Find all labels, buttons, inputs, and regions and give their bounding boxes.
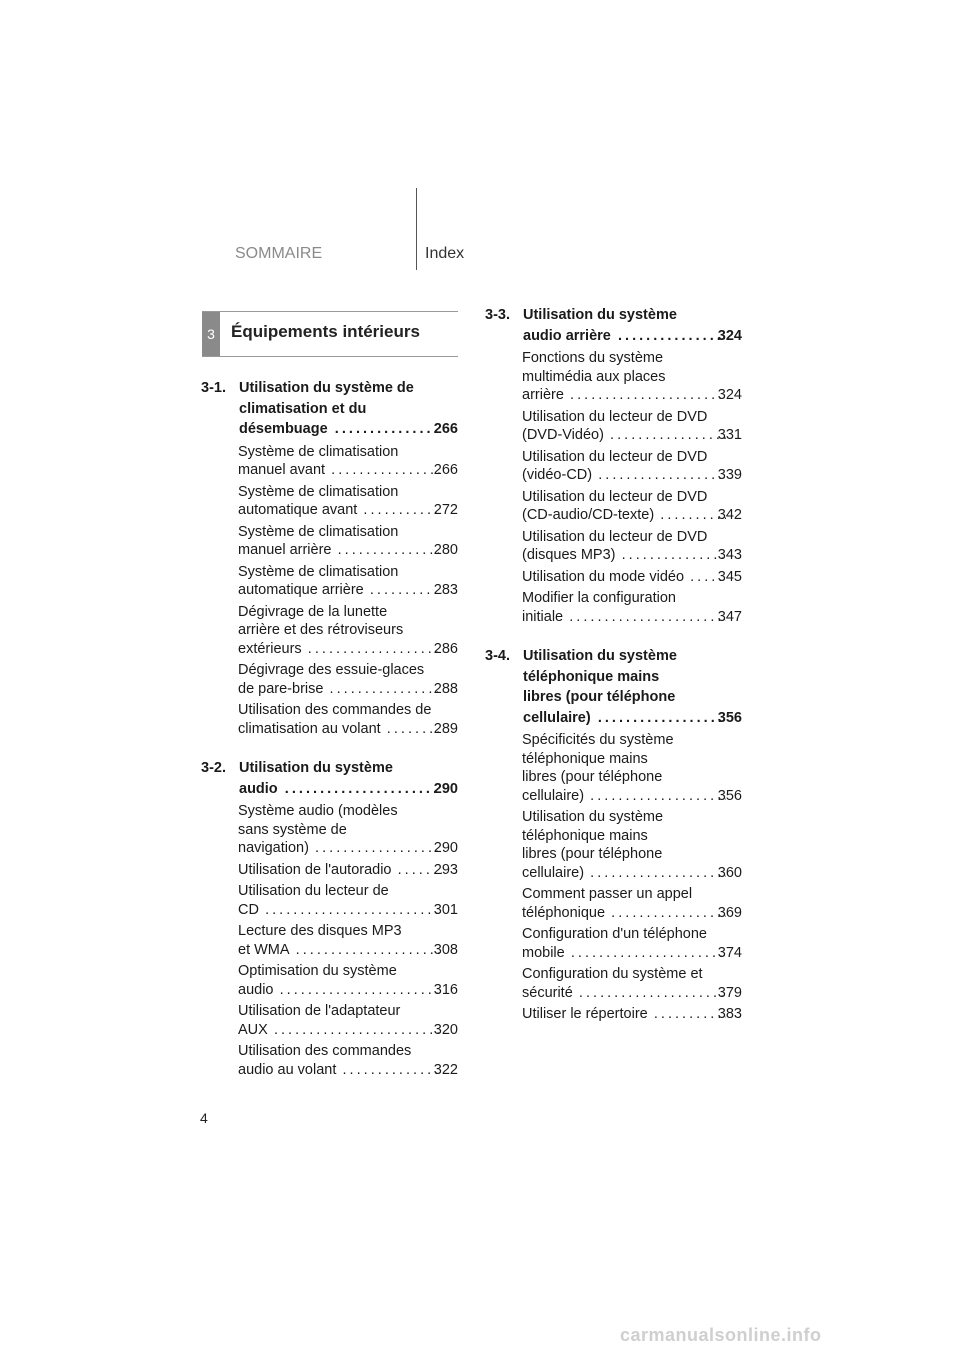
toc-line (238, 640, 458, 659)
page-ref: 369 (717, 904, 742, 921)
entry-title (238, 483, 458, 520)
group-number: 3-4. (485, 648, 510, 664)
toc-line (238, 941, 458, 960)
entry-title-last-line: Utilisation du mode vidéo (522, 568, 685, 585)
entry-title-line: téléphonique mains (522, 750, 648, 767)
entry-title-line: Lecture des disques MP3 (238, 923, 402, 939)
page-ref: 320 (433, 1021, 458, 1038)
entry-title-line: Configuration du système et (522, 966, 703, 982)
dot-leader (360, 501, 441, 520)
toc-line (238, 839, 458, 858)
dot-leader (567, 386, 726, 405)
entry-title-line: Système de climatisation (238, 523, 399, 540)
group-heading[interactable] (485, 305, 742, 346)
group-number: 3-2. (201, 760, 226, 776)
entry-title (238, 523, 458, 560)
entry-title-last-line: cellulaire) (522, 787, 585, 804)
entry-title-last-line: de pare-brise (238, 680, 324, 697)
entry-title-last-line: Utiliser le répertoire (522, 1006, 648, 1022)
page-ref: 322 (433, 1061, 458, 1078)
group-number: 3-3. (485, 307, 510, 323)
toc-entry[interactable] (201, 483, 458, 520)
toc-line (238, 861, 458, 880)
dot-leader (587, 787, 726, 806)
group-title-line: Utilisation du système (239, 760, 393, 776)
toc-line (523, 326, 742, 347)
entry-title-last-line: cellulaire) (523, 709, 591, 726)
entry-title-line: Utilisation du lecteur de DVD (522, 528, 708, 545)
toc-entry[interactable] (201, 962, 458, 999)
entry-title-last-line: CD (238, 901, 259, 918)
entry-title-line: arrière et des rétroviseurs (238, 622, 404, 638)
entry-title-last-line: audio (238, 981, 274, 998)
page-ref: 356 (717, 709, 742, 726)
entry-title-line: Dégivrage de la lunette (238, 603, 388, 620)
index-link[interactable]: Index (425, 245, 465, 262)
entry-title-last-line: (vidéo-CD) (522, 467, 593, 483)
watermark: carmanualsonline.info (620, 1325, 822, 1345)
page-ref: 343 (717, 547, 742, 563)
toc-line (522, 787, 742, 806)
toc-line (238, 581, 458, 600)
toc-entry[interactable] (485, 731, 742, 805)
toc-line (238, 1061, 458, 1080)
page-ref: 272 (433, 502, 458, 518)
entry-title (238, 882, 458, 919)
dot-leader (594, 708, 725, 729)
entry-title (238, 962, 458, 999)
entry-title-last-line: sécurité (522, 984, 573, 1001)
toc-line (238, 501, 458, 520)
entry-title-last-line: et WMA (238, 941, 290, 958)
entry-title-last-line: cellulaire) (522, 864, 585, 881)
entry-title-line: Utilisation du lecteur de (238, 883, 389, 899)
toc-entry[interactable] (485, 885, 742, 922)
toc-entry[interactable] (485, 568, 742, 587)
entry-title-line: Système de climatisation (238, 443, 399, 460)
group-title-line: climatisation et du (239, 400, 367, 417)
entry-title-last-line: AUX (238, 1021, 268, 1038)
dot-leader (339, 1061, 441, 1080)
toc-entry[interactable] (485, 349, 742, 405)
page-ref: 293 (433, 861, 458, 878)
toc-line (239, 419, 458, 440)
dot-leader (657, 506, 726, 525)
dot-leader (608, 904, 726, 923)
toc-line (238, 901, 458, 920)
sommaire-link[interactable]: SOMMAIRE (235, 245, 323, 262)
entry-title (522, 589, 742, 626)
toc-line (522, 568, 742, 587)
entry-title-last-line: manuel arrière (238, 542, 332, 558)
entry-title (522, 408, 742, 445)
entry-title-line: Système de climatisation (238, 483, 399, 500)
entry-title-last-line: (DVD-Vidéo) (522, 427, 604, 443)
entry-title-line: multimédia aux places (522, 368, 666, 385)
entry-title (238, 802, 458, 858)
group-heading[interactable] (201, 758, 458, 799)
page-ref: 345 (717, 568, 742, 585)
entry-title-line: Comment passer un appel (522, 886, 693, 902)
page-ref: 316 (433, 981, 458, 998)
entry-title-line: Utilisation du lecteur de DVD (522, 408, 708, 425)
toc-column-left (201, 378, 458, 1099)
entry-title-last-line: automatique avant (238, 502, 358, 518)
page-ref: 266 (433, 421, 458, 437)
page-ref: 347 (717, 608, 742, 625)
entry-title-last-line: (disques MP3) (522, 547, 616, 563)
toc-entry[interactable] (485, 448, 742, 485)
entry-title-line: sans système de (238, 821, 347, 838)
entry-title-last-line: audio au volant (238, 1061, 337, 1078)
dot-leader (568, 944, 726, 963)
section-number-box: 3 (202, 312, 220, 356)
dot-leader (335, 541, 442, 560)
entry-title-last-line: automatique arrière (238, 582, 364, 598)
page-ref: 356 (717, 787, 742, 804)
entry-title-last-line: Utilisation de l'autoradio (238, 861, 392, 878)
toc-line (522, 944, 742, 963)
entry-title (238, 1042, 458, 1079)
entry-title-line: Utilisation des commandes de (238, 702, 432, 718)
toc-entry[interactable] (201, 661, 458, 698)
toc-entry[interactable] (201, 1042, 458, 1079)
toc-line (239, 779, 458, 800)
entry-title-line: Utilisation de l'adaptateur (238, 1003, 401, 1019)
toc-entry[interactable] (485, 408, 742, 445)
toc-group (485, 305, 742, 626)
entry-title (522, 448, 742, 485)
entry-title (522, 568, 742, 587)
page-ref: 374 (717, 944, 742, 961)
entry-title-last-line: arrière (522, 387, 564, 403)
page-ref: 266 (433, 462, 458, 478)
entry-title-line: Utilisation du lecteur de DVD (522, 448, 708, 465)
page-ref: 324 (717, 327, 742, 344)
page-ref: 280 (433, 542, 458, 558)
page-ref: 288 (433, 680, 458, 697)
dot-leader (326, 680, 441, 699)
page-number: 4 (200, 1110, 208, 1126)
dot-leader (305, 640, 442, 659)
page-ref: 308 (433, 941, 458, 958)
page-ref: 360 (717, 864, 742, 881)
toc-entry[interactable] (201, 701, 458, 738)
toc-line (522, 608, 742, 627)
entry-title-last-line: téléphonique (522, 904, 606, 921)
toc-line (522, 864, 742, 883)
entry-title (238, 661, 458, 698)
entry-title-last-line: initiale (522, 608, 564, 625)
group-title (239, 758, 458, 799)
toc-entry[interactable] (485, 925, 742, 962)
entry-title (522, 965, 742, 1002)
toc-line (522, 386, 742, 405)
page-ref: 324 (717, 387, 742, 403)
toc-line (523, 708, 742, 729)
entry-title-last-line: (CD-audio/CD-texte) (522, 507, 655, 523)
toc-entry[interactable] (201, 861, 458, 880)
toc-entry[interactable] (201, 882, 458, 919)
toc-entry[interactable] (201, 922, 458, 959)
dot-leader (281, 779, 441, 800)
entry-title-last-line: climatisation au volant (238, 720, 381, 737)
group-title-line: Utilisation du système (523, 648, 677, 664)
dot-leader (587, 864, 726, 883)
toc-entry[interactable] (201, 563, 458, 600)
toc-line (238, 541, 458, 560)
entry-title-line: téléphonique mains (522, 827, 648, 844)
entry-title-line: Utilisation du système (522, 809, 664, 825)
entry-title-line: Fonctions du système (522, 350, 664, 366)
toc-entry[interactable] (485, 965, 742, 1002)
dot-leader (293, 941, 442, 960)
toc-entry[interactable] (201, 1002, 458, 1039)
entry-title (522, 885, 742, 922)
dot-leader (618, 546, 725, 565)
entry-title-last-line: manuel avant (238, 462, 326, 478)
toc-line (522, 426, 742, 445)
dot-leader (262, 901, 442, 920)
toc-line (238, 680, 458, 699)
group-title (239, 378, 458, 440)
entry-title-last-line: mobile (522, 944, 565, 961)
entry-title (522, 488, 742, 525)
nav-divider (416, 188, 417, 270)
toc-column-right (485, 305, 742, 1044)
group-title-line: libres (pour téléphone (523, 689, 676, 705)
toc-entry[interactable] (201, 802, 458, 858)
entry-title-line: Modifier la configuration (522, 590, 676, 606)
toc-entry[interactable] (485, 488, 742, 525)
entry-title-last-line: extérieurs (238, 640, 302, 657)
toc-entry[interactable] (485, 528, 742, 565)
dot-leader (331, 419, 441, 440)
page-ref: 301 (433, 901, 458, 918)
toc-line (238, 461, 458, 480)
toc-line (522, 1005, 742, 1024)
entry-title (522, 925, 742, 962)
entry-title-line: Dégivrage des essuie-glaces (238, 662, 425, 678)
dot-leader (276, 981, 441, 1000)
entry-title (238, 861, 458, 880)
entry-title-line: Spécificités du système (522, 732, 674, 748)
entry-title-line: Utilisation des commandes (238, 1043, 412, 1059)
entry-title-line: libres (pour téléphone (522, 846, 663, 862)
page-ref: 290 (433, 840, 458, 856)
dot-leader (566, 608, 726, 627)
page-ref: 342 (717, 507, 742, 523)
entry-title-line: libres (pour téléphone (522, 769, 663, 785)
section-rule-bottom (202, 356, 458, 357)
entry-title-last-line: désembuage (239, 421, 328, 437)
dot-leader (614, 326, 725, 347)
toc-line (522, 506, 742, 525)
page-ref: 283 (433, 582, 458, 598)
entry-title (238, 563, 458, 600)
group-title-line: Utilisation du système (523, 307, 677, 323)
toc-entry[interactable] (485, 1005, 742, 1024)
dot-leader (367, 581, 442, 600)
group-heading[interactable] (485, 646, 742, 728)
group-title (523, 305, 742, 346)
entry-title (238, 701, 458, 738)
toc-group (201, 378, 458, 738)
toc-line (238, 1021, 458, 1040)
toc-line (522, 904, 742, 923)
page-ref: 379 (717, 984, 742, 1001)
toc-line (522, 466, 742, 485)
group-title (523, 646, 742, 728)
page-ref: 289 (433, 720, 458, 737)
toc-entry[interactable] (485, 589, 742, 626)
page-ref: 290 (433, 780, 458, 797)
page-ref: 383 (717, 1006, 742, 1022)
section-header (202, 311, 458, 357)
section-title: Équipements intérieurs (231, 322, 420, 341)
dot-leader (312, 839, 442, 858)
entry-title-last-line: navigation) (238, 840, 309, 856)
group-number: 3-1. (201, 380, 226, 396)
group-heading[interactable] (201, 378, 458, 440)
entry-title-line: Optimisation du système (238, 963, 397, 979)
entry-title-line: Utilisation du lecteur de DVD (522, 488, 708, 505)
toc-entry[interactable] (201, 523, 458, 560)
dot-leader (651, 1005, 726, 1024)
entry-title (522, 528, 742, 565)
toc-line (522, 984, 742, 1003)
dot-leader (595, 466, 726, 485)
entry-title (238, 922, 458, 959)
dot-leader (576, 984, 726, 1003)
dot-leader (328, 461, 442, 480)
group-title-line: téléphonique mains (523, 668, 660, 685)
entry-title (522, 1005, 742, 1024)
toc-group (201, 758, 458, 1079)
entry-title-line: Système audio (modèles (238, 803, 398, 819)
toc-line (522, 546, 742, 565)
toc-entry[interactable] (201, 443, 458, 480)
section-rule-top (202, 311, 458, 312)
page-ref: 286 (433, 640, 458, 657)
page-ref: 339 (717, 467, 742, 483)
entry-title (238, 443, 458, 480)
page-ref: 331 (717, 427, 742, 443)
toc-entry[interactable] (201, 603, 458, 659)
toc-line (238, 981, 458, 1000)
dot-leader (607, 426, 726, 445)
entry-title (238, 1002, 458, 1039)
toc-entry[interactable] (485, 808, 742, 882)
toc-line (238, 720, 458, 739)
entry-title-line: Configuration d'un téléphone (522, 926, 707, 942)
entry-title-last-line: audio arrière (523, 327, 611, 344)
entry-title (522, 731, 742, 805)
group-title-line: Utilisation du système de (239, 380, 414, 396)
entry-title-last-line: audio (239, 780, 278, 797)
entry-title (238, 603, 458, 659)
entry-title (522, 349, 742, 405)
toc-group (485, 646, 742, 1024)
entry-title (522, 808, 742, 882)
dot-leader (271, 1021, 442, 1040)
entry-title-line: Système de climatisation (238, 563, 399, 580)
